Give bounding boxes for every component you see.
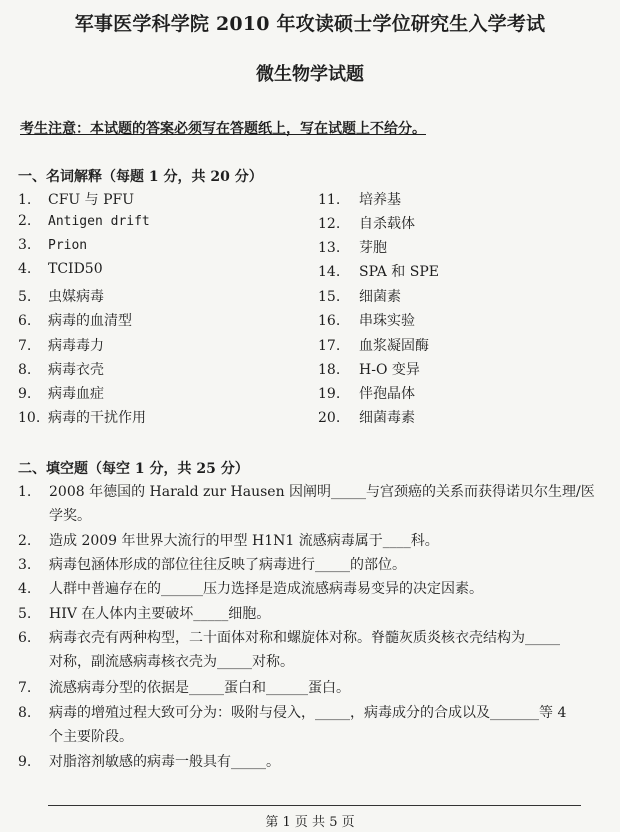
term-item: 17. 血浆凝固酶 <box>318 338 429 354</box>
term-item: 3. Prion <box>18 237 88 253</box>
term-item: 20. 细菌毒素 <box>318 410 415 426</box>
term-item: 6. 病毒的血清型 <box>18 313 132 329</box>
term-item: 19. 伴孢晶体 <box>318 386 415 402</box>
term-item: 14. SPA 和 SPE <box>318 264 439 280</box>
page-number: 第 1 页 共 5 页 <box>265 815 355 830</box>
term-item: 7. 病毒毒力 <box>18 338 104 354</box>
term-item: 5. 虫媒病毒 <box>18 289 104 305</box>
term-item: 9. 病毒血症 <box>18 386 104 402</box>
term-item: 2. Antigen drift <box>18 213 150 229</box>
exam-subtitle: 微生物学试题 <box>256 64 364 85</box>
section1-heading: 一、名词解释（每题 1 分，共 20 分） <box>18 169 263 185</box>
exam-title: 军事医学科学院 2010 年攻读硕士学位研究生入学考试 <box>74 13 546 35</box>
section2-heading: 二、填空题（每空 1 分，共 25 分） <box>18 461 249 477</box>
candidate-notice: 考生注意：本试题的答案必须写在答题纸上，写在试题上不给分。 <box>20 121 426 137</box>
term-item: 16. 串珠实验 <box>318 313 415 329</box>
term-item: 18. H-O 变异 <box>318 362 420 378</box>
term-item: 8. 病毒衣壳 <box>18 362 104 378</box>
term-item: 11. 培养基 <box>318 192 401 208</box>
term-item: 13. 芽胞 <box>318 240 387 256</box>
term-item: 4. TCID50 <box>18 261 103 277</box>
term-item: 1. CFU 与 PFU <box>18 192 135 208</box>
term-item: 10. 病毒的干扰作用 <box>18 410 146 426</box>
term-item: 15. 细菌素 <box>318 289 401 305</box>
footer-divider <box>48 805 581 806</box>
term-item: 12. 自杀载体 <box>318 216 415 232</box>
